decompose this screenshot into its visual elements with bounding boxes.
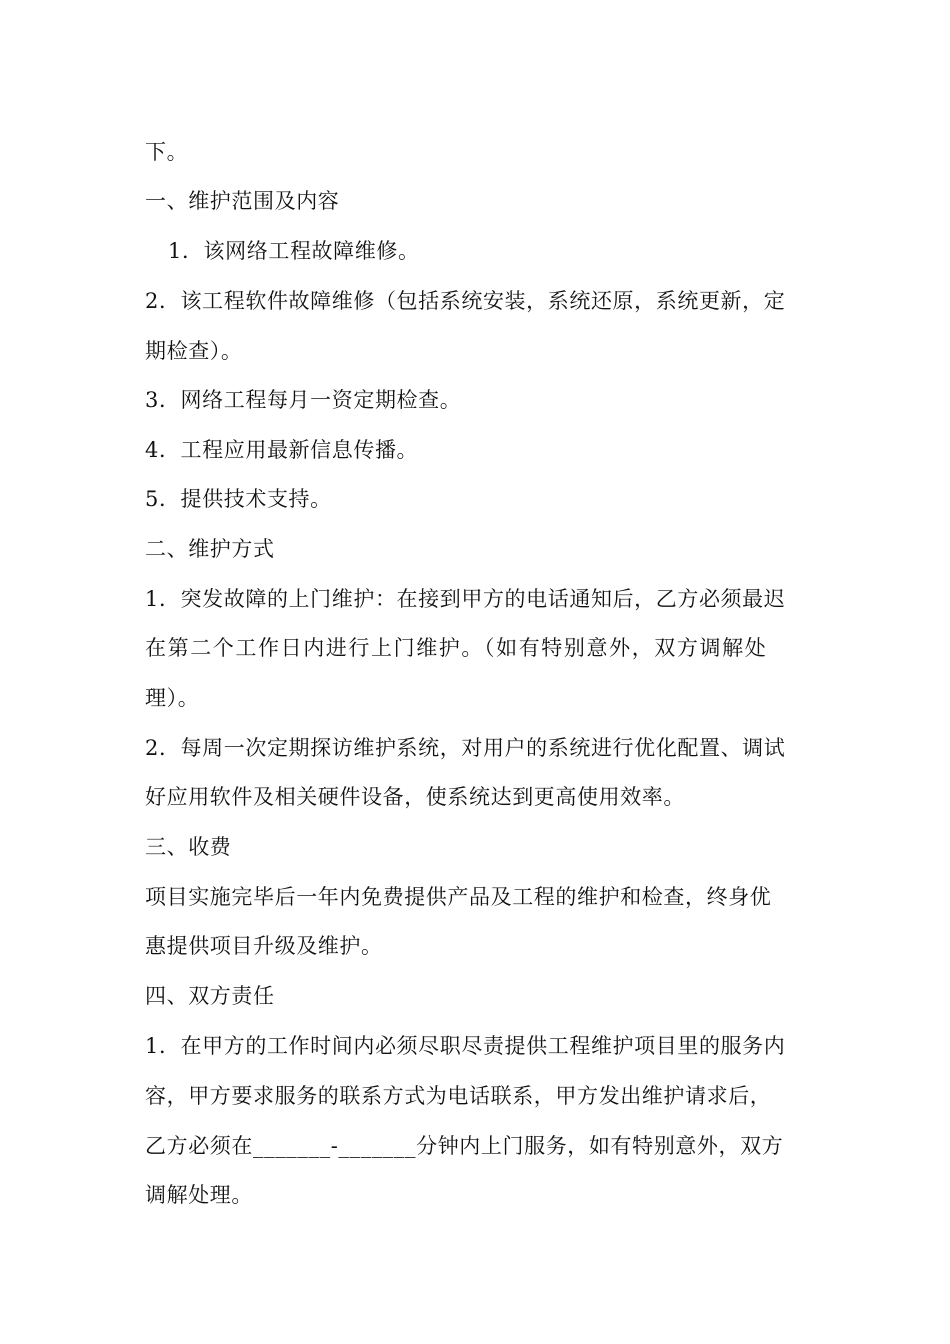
- text-line: 好应用软件及相关硬件设备，使系统达到更高使用效率。: [145, 785, 685, 809]
- section-heading: 四、双方责任: [145, 984, 275, 1008]
- paragraph-line: 项目实施完毕后一年内免费提供产品及工程的维护和检查，终身优: [145, 885, 772, 909]
- text-line: 在第二个工作日内进行上门维护。（如有特别意外，双方调解处: [145, 636, 768, 660]
- list-item: 2．每周一次定期探访维护系统，对用户的系统进行优化配置、调试: [145, 736, 786, 760]
- list-item: 2．该工程软件故障维修（包括系统安装，系统还原，系统更新，定: [145, 289, 786, 313]
- section-heading: 一、维护范围及内容: [145, 189, 340, 213]
- section-heading: 二、维护方式: [145, 537, 275, 561]
- list-item: 5．提供技术支持。: [145, 487, 332, 511]
- text-line: 调解处理。: [145, 1183, 253, 1207]
- section-heading: 三、收费: [145, 835, 232, 859]
- paragraph-line: 惠提供项目升级及维护。: [145, 934, 383, 958]
- text-line: 下。: [145, 140, 189, 164]
- list-item: 4．工程应用最新信息传播。: [145, 438, 419, 462]
- list-item: 3．网络工程每月一资定期检查。: [145, 388, 462, 412]
- text-line: 乙方必须在_______-_______分钟内上门服务，如有特别意外，双方: [145, 1134, 784, 1158]
- list-item: 1．突发故障的上门维护：在接到甲方的电话通知后，乙方必须最迟: [145, 587, 786, 611]
- text-line: 理）。: [145, 686, 200, 710]
- list-item: 1．在甲方的工作时间内必须尽职尽责提供工程维护项目里的服务内: [145, 1034, 786, 1058]
- list-item: 1．该网络工程故障维修。: [168, 239, 420, 263]
- text-line: 容，甲方要求服务的联系方式为电话联系，甲方发出维护请求后，: [145, 1084, 772, 1108]
- text-line: 期检查）。: [145, 339, 243, 363]
